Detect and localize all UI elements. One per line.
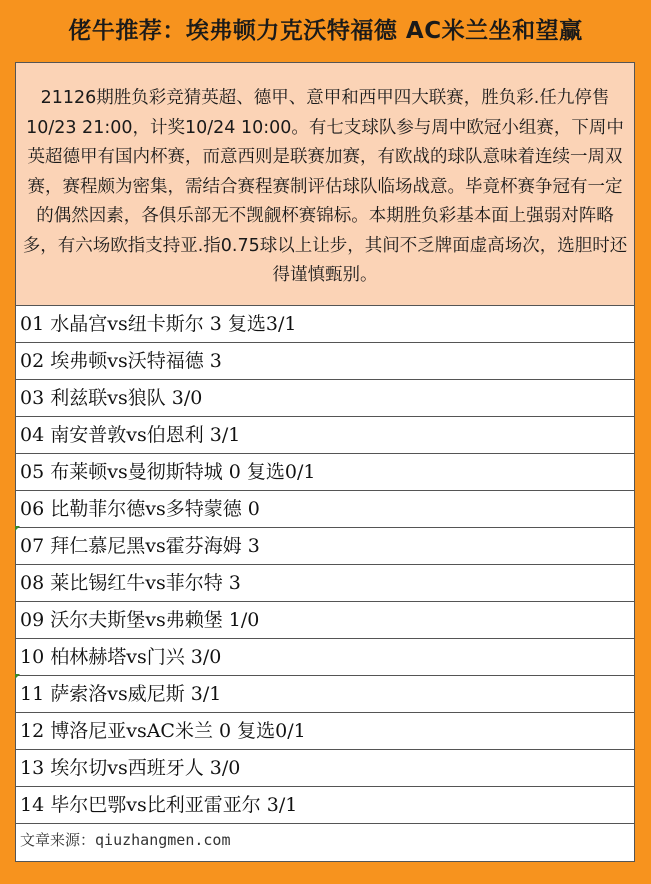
- match-row: 08 莱比锡红牛vs菲尔特 3: [16, 565, 634, 602]
- source-url: qiuzhangmen.com: [95, 831, 231, 849]
- article-title: 佬牛推荐：埃弗顿力克沃特福德 AC米兰坐和望赢: [68, 18, 583, 44]
- match-row: 09 沃尔夫斯堡vs弗赖堡 1/0: [16, 602, 634, 639]
- source-label: 文章来源：: [20, 831, 96, 849]
- content-panel: [15, 62, 635, 862]
- corner-mark: [15, 526, 20, 531]
- source-line: [16, 824, 634, 859]
- match-row: 12 博洛尼亚vsAC米兰 0 复选0/1: [16, 713, 634, 750]
- match-row: 03 利兹联vs狼队 3/0: [16, 380, 634, 417]
- match-row: 04 南安普敦vs伯恩利 3/1: [16, 417, 634, 454]
- intro-paragraph: 21126期胜负彩竞猜英超、德甲、意甲和西甲四大联赛，胜负彩.任九停售10/23 21:00，计奖10/24 10:00。有七支球队参与周中欧冠小组赛，下周中英超德甲有国内杯赛，而意西则是联赛加赛，有欧战的球队意味着连续一周双赛，赛程颇为密集，需结合赛程赛制评估球队临场战意。毕竟杯赛争冠有一定的偶然因素，各俱乐部无不觊觎杯赛锦标。本期胜负彩基本面上强弱对阵略多，有六场欧指支持亚.指0.75球以上让步，其间不乏牌面虚高场次，选胆时还得谨慎甄别。: [16, 63, 634, 306]
- match-row: 02 埃弗顿vs沃特福德 3: [16, 343, 634, 380]
- corner-mark: [15, 674, 20, 679]
- match-row: 01 水晶宫vs纽卡斯尔 3 复选3/1: [16, 306, 634, 343]
- match-row: [16, 491, 634, 528]
- match-text: 11 萨索洛vs威尼斯 3/1: [20, 683, 222, 705]
- match-text: 06 比勒菲尔德vs多特蒙德 0: [20, 498, 260, 520]
- match-row: 13 埃尔切vs西班牙人 3/0: [16, 750, 634, 787]
- match-row: [16, 676, 634, 713]
- match-row: 14 毕尔巴鄂vs比利亚雷亚尔 3/1: [16, 787, 634, 824]
- match-text: 07 拜仁慕尼黑vs霍芬海姆 3: [20, 535, 260, 557]
- match-row: [16, 528, 634, 565]
- match-row: 10 柏林赫塔vs门兴 3/0: [16, 639, 634, 676]
- match-row: 05 布莱顿vs曼彻斯特城 0 复选0/1: [16, 454, 634, 491]
